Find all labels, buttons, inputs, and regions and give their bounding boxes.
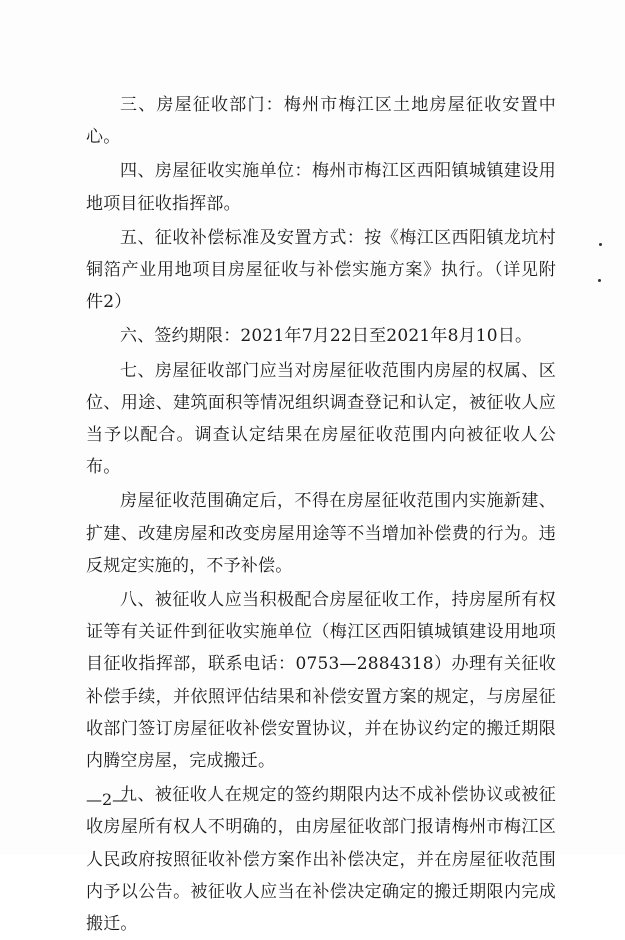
document-body <box>86 89 556 940</box>
page-number: —2— <box>86 790 129 809</box>
paragraph-implementing-unit: 四、房屋征收实施单位：梅州市梅江区西阳镇城镇建设用地项目征收指挥部。 <box>86 161 556 214</box>
paragraph-signing-period: 六、签约期限：2021年7月22日至2021年8月10日。 <box>120 326 533 347</box>
scan-mark <box>599 243 602 246</box>
paragraph-cooperation: 八、被征收人应当积极配合房屋征收工作，持房屋所有权证等有关证件到征收实施单位（梅江区西阳镇城镇建设用地项目征收指挥部，联系电话：0753—2884318）办理有关征收补偿手续，并依照评估结果和补偿安置方案的规定，与房屋征收部门签订房屋征收补偿安置协议，并在协议约定的搬迁期限内腾空房屋，完成搬迁。 <box>86 590 556 772</box>
paragraph-collection-department: 三、房屋征收部门：梅州市梅江区土地房屋征收安置中心。 <box>86 95 556 148</box>
paragraph-prohibition: 房屋征收范围确定后，不得在房屋征收范围内实施新建、扩建、改建房屋和改变房屋用途等不当增加补偿费的行为。违反规定实施的，不予补偿。 <box>86 491 556 576</box>
paragraph-compensation-decision: 九、被征收人在规定的签约期限内达不成补偿协议或被征收房屋所有权人不明确的，由房屋征收部门报请梅州市梅江区人民政府按照征收补偿方案作出补偿决定，并在房屋征收范围内予以公告。被征收人应当在补偿决定确定的搬迁期限内完成搬迁。 <box>86 785 556 935</box>
scan-mark <box>598 279 601 282</box>
paragraph-compensation-standard: 五、征收补偿标准及安置方式：按《梅江区西阳镇龙坑村铜箔产业用地项目房屋征收与补偿实施方案》执行。（详见附件2） <box>86 227 556 313</box>
paragraph-investigation: 七、房屋征收部门应当对房屋征收范围内房屋的权属、区位、用途、建筑面积等情况组织调查登记和认定，被征收人应当予以配合。调查认定结果在房屋征收范围内向被征收人公布。 <box>86 360 556 478</box>
